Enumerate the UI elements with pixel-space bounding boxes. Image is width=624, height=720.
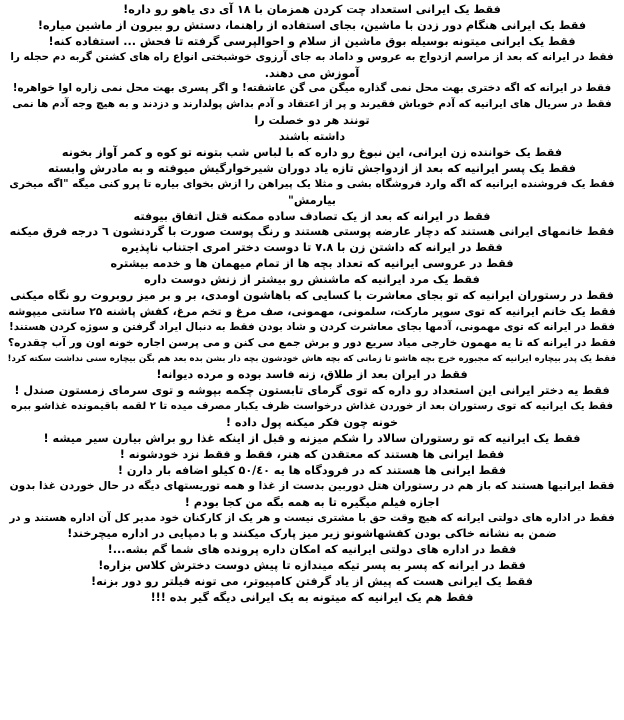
text-line: فقط در ایرانه که بعد از مراسم ازدواج به عروس و داماد به جای آرزوی خوشبختی انواع راه های کشتن گربه دم حجله را [10,50,614,63]
text-line: فقط یک ایرانی میتونه بوسیله بوق ماشین از سلام و احوالپرسی گرفته تا فحش ... استفاده کنه! [48,34,576,48]
text-line: فقط یک ایرانیه که تو رستوران سالاد را شکم میزنه و قبل از اینکه غذا رو براش بیارن سیر میشه ! [43,432,581,446]
text-line: فقط در ایرانه که اگه دختری بهت محل نمی گذاره میگن می گن عاشقته! و اگر پسری بهت محل نمی زاره اوا خواهره! [12,82,612,95]
text-line: فقط در ایرانه که توی مهمونی، آدمها بجای معاشرت کردن و شاد بودن فقط به دنبال ایراد گرفتن و سوژه کردن هستند! [8,320,615,333]
text-line: فقط یک خواننده زن ایرانی، این نبوغ رو داره که با لباس شب بتونه تو کوه و کمر آواز بخونه [61,146,563,160]
text-line: آموزش می دهند. [264,66,360,80]
text-line: فقط یک ایرانی استعداد چت کردن همزمان با ۱۸ آی دی یاهو رو داره! [123,3,501,16]
text-line: فقط ایرانی ها هستند که در فرودگاه ها یه ۵۰/٤۰ کیلو اضافه بار دارن ! [117,463,507,477]
text-line: فقط در سریال های ایرانیه که آدم خوباش فقیرند و پر از اعتقاد و آدم بداش پولدارند و دزدند و به هیچ وجه آدم ها نمی [12,98,612,111]
text-line: فقط در ایرانه که داشتن زن با ۷.۸ تا دوست دختر امری اجتناب ناپذیره [121,241,503,255]
text-line: فقط در ایرانه که تا یه مهمون خارجی میاد سریع دور و برش جمع می کنن و می پرسن اجاره خونه اون ور آب چقدره؟ [8,336,616,349]
text-line: فقط یه دختر ایرانی این استعداد رو داره که توی گرمای تابستون چکمه بپوشه و توی سرمای زمستون صندل ! [14,384,610,398]
text-line: فقط خانمهای ایرانی هستند که دچار عارضه پوستی هستند و رنگ پوست صورت با گردنشون ٦ درجه فرق میکنه [9,225,615,239]
text-line: فقط در اداره های دولتی ایرانیه که امکان داره پرونده های شما گم بشه...! [107,543,517,557]
text-line: فقط یک ایرانیه که توی رستوران بعد از خوردن غذاش درخواست ظرف یکبار مصرف میده تا ۲ لقمه باقیمونده غذاشو ببره [10,401,614,413]
text-line: فقط یک پسر ایرانیه که بعد از ازدواجش تازه یاد دوران شیرخوارگیش میوفته و به مادرش وابسته [48,161,576,175]
text-line: فقط در ایرانه که بعد از یک تصادف ساده ممکنه قتل اتفاق بیوفته [133,209,491,223]
text-line: فقط در اداره های دولتی ایرانه که هیچ وقت حق با مشتری نیست و هر یک از کارکنان خود مدیر کل آن اداره هستند و در [9,511,615,524]
text-line: فقط یک ایرانی هنگام دور زدن با ماشین، بجای استفاده از راهنما، دستش رو بیرون از ماشین میاره! [37,18,587,32]
text-line: خونه چون فکر میکنه پول داده ! [225,416,399,430]
text-line: فقط ایرانی ها هستند که معتقدن که هنر، فقط و فقط نزد خودشونه ! [119,447,505,461]
text-line: ضمن به نشانه خاکی بودن کفشهاشونو زیر میز پارک میکنند و با دمپایی در اداره میچرخند! [67,527,557,541]
text-line: فقط یک فروشنده ایرانیه که اگه وارد فروشگاه بشی و مثلا یک پیراهن را ازش بخوای بیاره تا پرو کنی میگه "اگه میخری [9,177,615,190]
text-line: فقط یک پدر بیچاره ایرانیه که مجبوره خرج بچه هاشو تا زمانی که بچه هاش خودشون بچه دار بشن بده بعد هم بگن بیچاره سنی نداشت سکته کرد! [8,353,616,364]
text-line: فقط در رستوران ایرانیه که تو بجای معاشرت با کسایی که باهاشون اومدی، بر و بر میز روبروت رو نگاه میکنی [10,289,614,303]
text-line: داشته باشند [278,130,346,144]
text-line: فقط یک خانم ایرانیه که توی سوپر مارکت، سلمونی، مهمونی، صف مرغ و تخم مرغ، کفش پاشنه ۲۵ سانتی میپوشه [8,304,616,318]
text-line: فقط یک ایرانی هست که پیش از یاد گرفتن کامپیوتر، می تونه فیلتر رو دور بزنه! [91,575,533,589]
text-line: تونند هر دو خصلت را [254,114,370,128]
text-line: فقط در ایران بعد از طلاق، زنه فاسد بوده و مرده دیوانه! [156,368,468,382]
text-line: فقط در ایرانه که پسر به پسر تیکه میندازه تا پیش دوست دخترش کلاس بزاره! [98,559,526,573]
text-line: فقط در عروسی ایرانیه که تعداد بچه ها از تمام میهمان ها و خدمه بیشتره [110,257,514,271]
text-line: فقط هم یک ایرانیه که میتونه به یک ایرانی دیگه گیر بده !!! [150,590,474,604]
text-line: بیارمش" [288,193,336,207]
text-line: اجازه فیلم میگیره تا به همه بگه من کجا بودم ! [184,495,440,509]
text-line: فقط ایرانیها هستند که باز هم در رستوران هتل دوربین بدست از غذا و همه توریستهای دیگه در حال خوردن غذا بدون [9,479,615,492]
text-line: فقط یک مرد ایرانیه که ماشنش رو بیشتر از زنش دوست داره [144,273,480,287]
